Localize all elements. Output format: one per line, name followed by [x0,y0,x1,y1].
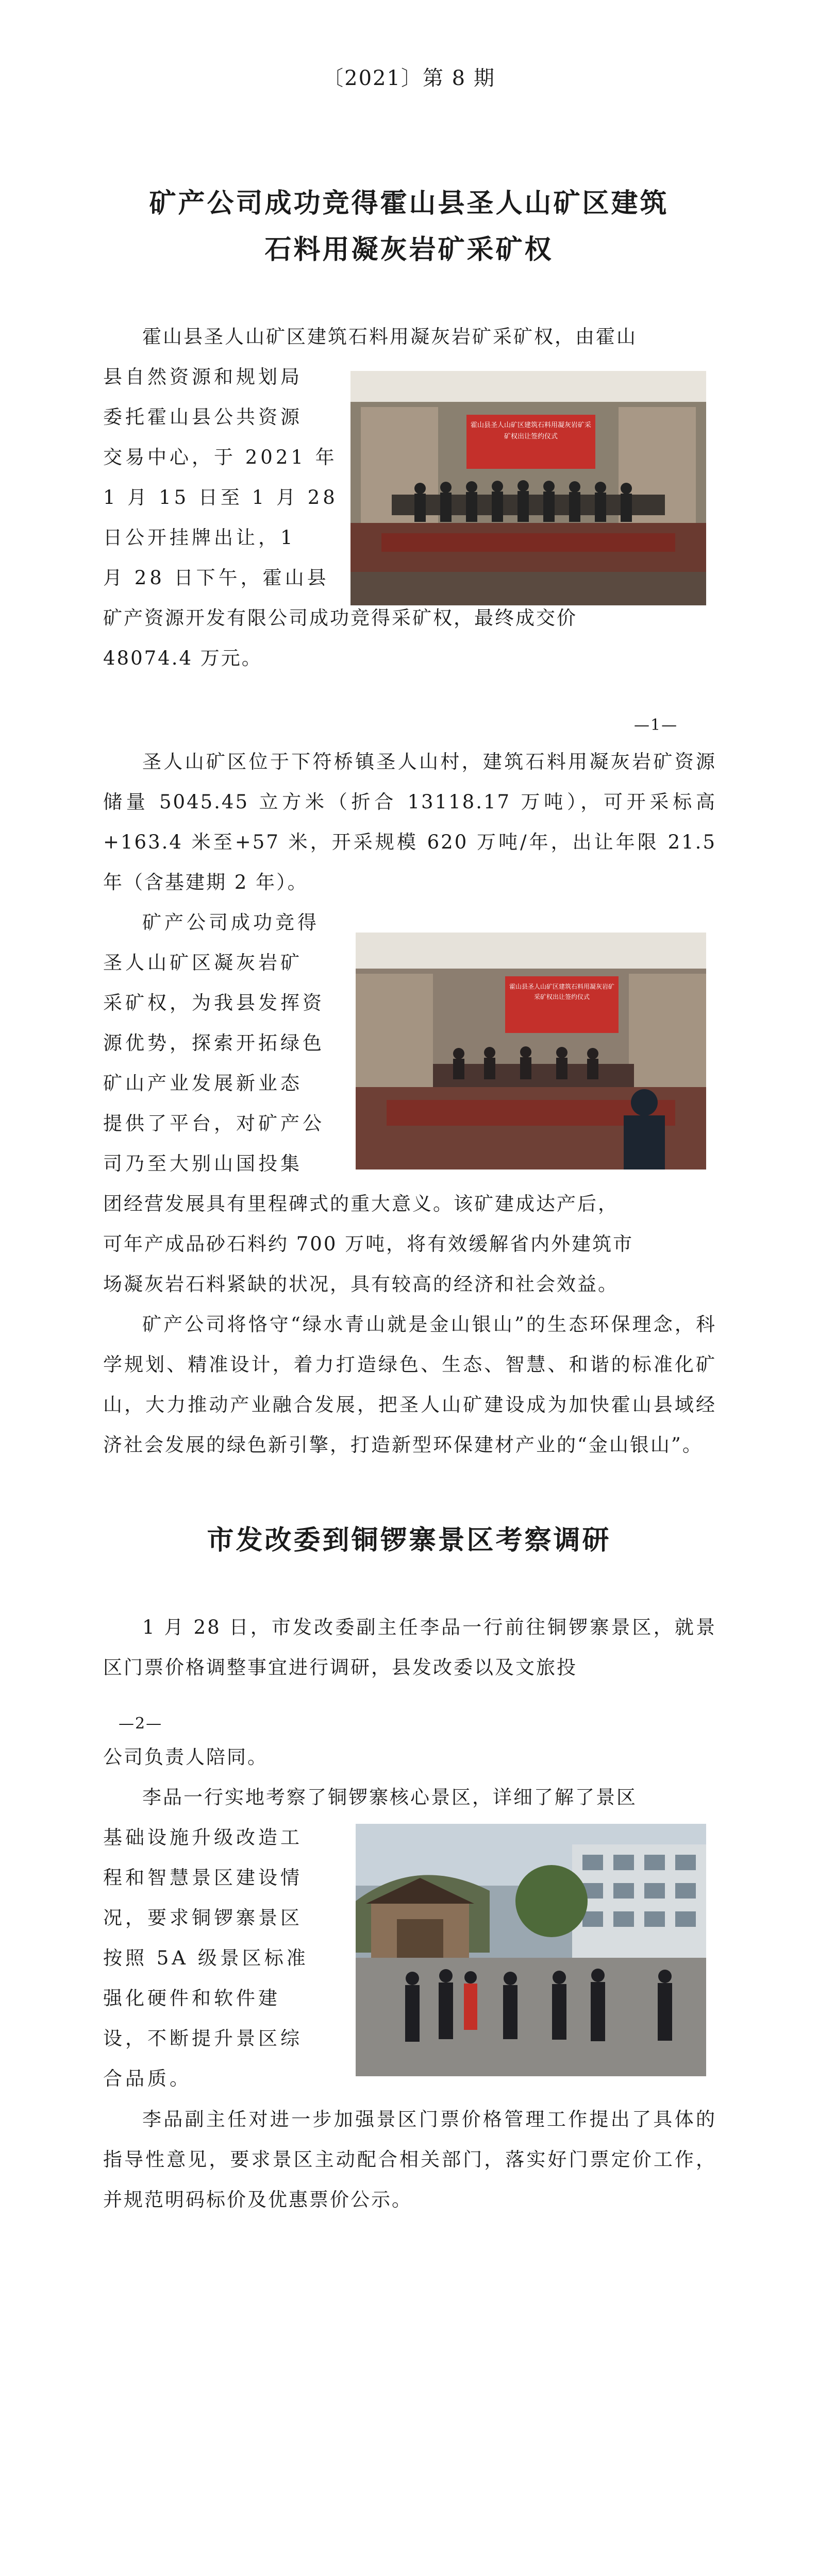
scenic-area-inspection-photo [356,1824,706,2076]
article1-title-line1: 矿产公司成功竞得霍山县圣人山矿区建筑 [149,188,669,219]
page-number-2: —2— [119,1715,163,1733]
signing-ceremony-illustration [350,371,706,605]
a2-p2-wrap: 基础设施升级改造工 程和智慧景区建设情 况，要求铜锣寨景区 按照 5A 级景区标准 强化硬件和软件建 设，不断提升景区综 合品质。 [103,1826,309,2090]
a2-p1: 1 月 28 日，市发改委副主任李品一行前往铜锣寨景区，就景区门票价格调整事宜进行调研，县发改委以及文旅投 [103,1616,716,1679]
article2-title: 市发改委到铜锣寨景区考察调研 [207,1524,611,1556]
a1-p1-line1: 霍山县圣人山矿区建筑石料用凝灰岩矿采矿权，由霍山 [142,326,637,348]
article1-title-line2: 石料用凝灰岩矿采矿权 [264,234,554,265]
a1-p4: 矿产公司将恪守“绿水青山就是金山银山”的生态环保理念，科学规划、精准设计，着力打造绿色、生态、智慧、和谐的标准化矿山，大力推动产业融合发展，把圣人山矿建设成为加快霍山县域经济社会发展的绿色新引擎，打造新型环保建材产业的“金山银山”。 [103,1313,716,1456]
a2-p3: 李品副主任对进一步加强景区门票价格管理工作提出了具体的指导性意见，要求景区主动配合相关部门，落实好门票定价工作，并规范明码标价及优惠票价公示。 [103,2108,716,2211]
a2-p1-cont: 公司负责人陪同。 [103,1746,268,1768]
article1-title [77,180,741,273]
a2-p2-line1: 李品一行实地考察了铜锣寨核心景区，详细了解了景区 [142,1786,637,1808]
signing-ceremony-photo-2 [356,933,706,1170]
photo1-banner-text: 霍山县圣人山矿区建筑石料用凝灰岩矿采矿权出让签约仪式 [470,421,591,440]
photo2-banner-text: 霍山县圣人山矿区建筑石料用凝灰岩矿采矿权出让签约仪式 [509,983,614,1001]
meeting-illustration [356,933,706,1170]
a1-p1-wrap: 县自然资源和规划局 委托霍山县公共资源 交易中心，于 2021 年 1 月 15 日至 1 月 28 日公开挂牌出让，1 月 28 日下午，霍山县 [103,366,338,589]
issue-number: 〔2021〕第 8 期 [323,66,495,90]
a1-p2: 圣人山矿区位于下符桥镇圣人山村，建筑石料用凝灰岩矿资源储量 5045.45 立方米（折合 13118.17 万吨），可开采标高+163.4 米至+57 米，开采规模 620 万吨/年，出让年限 21.5 年（含基建期 2 年）。 [103,751,716,893]
signing-ceremony-photo-1 [350,371,706,605]
a1-p1-tail: 矿产资源开发有限公司成功竞得采矿权，最终成交价 48074.4 万元。 [103,607,577,669]
scenic-area-illustration [356,1824,706,2076]
page-number-1: —1— [634,716,678,734]
a1-p3-wrap: 矿产公司成功竞得 圣人山矿区凝灰岩矿 采矿权，为我县发挥资 源优势，探索开拓绿色 矿山产业发展新业态 提供了平台，对矿产公 司乃至大别山国投集 [103,911,325,1175]
a1-p3-tail: 团经营发展具有里程碑式的重大意义。该矿建成达产后， 可年产成品砂石料约 700 万吨，将有效缓解省内外建筑市 场凝灰岩石料紧缺的状况，具有较高的经济和社会效益。 [103,1193,634,1295]
